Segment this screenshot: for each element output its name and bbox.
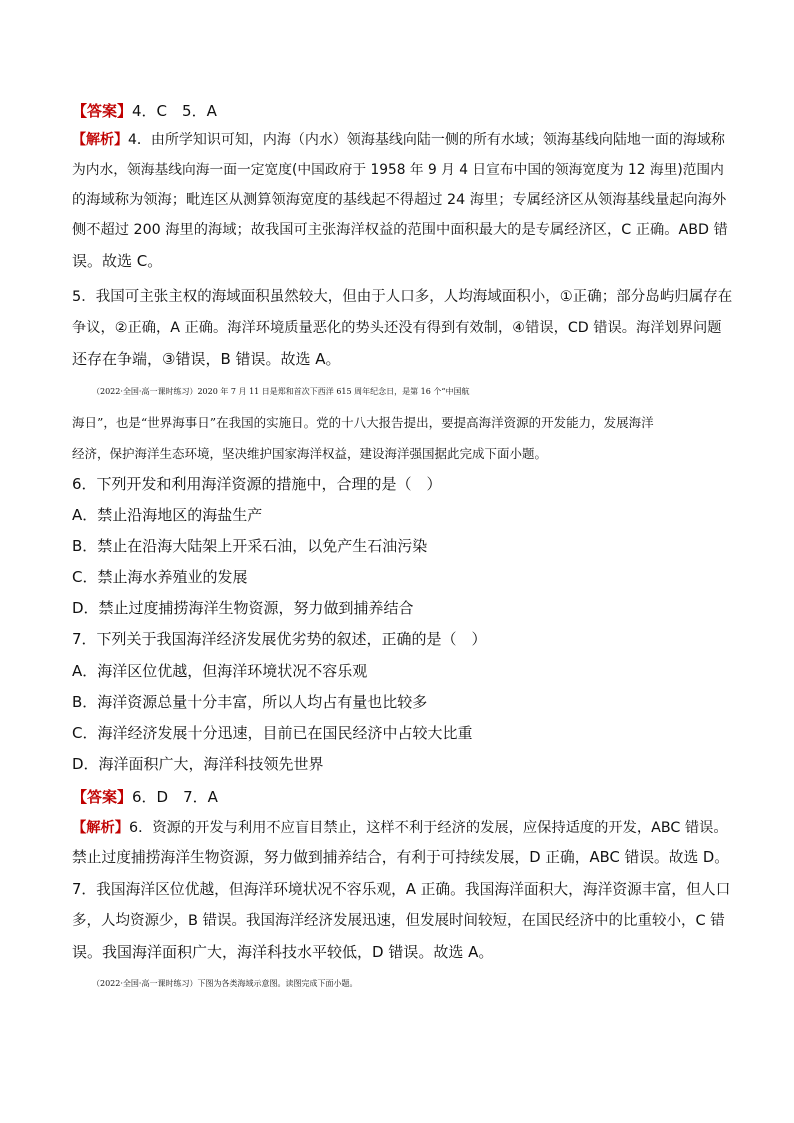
analysis-tag: 【解析】: [72, 132, 128, 148]
answer-text: 4．C 5．A: [132, 102, 217, 120]
option-d: D．禁止过度捕捞海洋生物资源，努力做到捕养结合: [72, 599, 414, 617]
analysis-line: 的海域称为领海；毗连区从测算领海宽度的基线起不得超过 24 海里；专属经济区从领海基线量起向海外: [72, 192, 727, 208]
option-a: A．海洋区位优越，但海洋环境状况不容乐观: [72, 662, 368, 680]
passage-line: （2022·全国·高一课时练习）下图为各类海域示意图。读图完成下面小题。: [92, 979, 358, 988]
analysis-line: [72, 817, 732, 839]
option-c: C．禁止海水养殖业的发展: [72, 568, 248, 586]
option-a: A．禁止沿海地区的海盐生产: [72, 506, 263, 524]
analysis-text: 4．由所学知识可知，内海（内水）领海基线向陆一侧的所有水域；领海基线向陆地一面的海域称: [128, 132, 725, 148]
answer-tag: 【答案】: [72, 788, 133, 806]
analysis-line: 误。我国海洋面积广大，海洋科技水平较低，D 错误。故选 A。: [72, 943, 494, 961]
analysis-text: 6．资源的开发与利用不应盲目禁止，这样不利于经济的发展，应保持适度的开发，ABC 错误。: [129, 820, 728, 836]
option-d: D．海洋面积广大，海洋科技领先世界: [72, 755, 324, 773]
passage-line: 海日”，也是“世界海事日”在我国的实施日。党的十八大报告提出，要提高海洋资源的开发能力，发展海洋: [72, 415, 654, 430]
answer-text: 6．D 7．A: [132, 788, 218, 806]
analysis-line: 侧不超过 200 海里的海域；故我国可主张海洋权益的范围中面积最大的是专属经济区，C 正确。ABD 错: [72, 222, 728, 238]
analysis-line: 还存在争端，③错误，B 错误。故选 A。: [72, 350, 341, 368]
question-stem: 6．下列开发和利用海洋资源的措施中，合理的是（ ）: [72, 475, 442, 493]
analysis-line: 7．我国海洋区位优越，但海洋环境状况不容乐观，A 正确。我国海洋面积大，海洋资源丰富，但人口: [72, 881, 731, 898]
option-b: B．海洋资源总量十分丰富，所以人均占有量也比较多: [72, 693, 428, 711]
answer-line-1: [72, 100, 732, 122]
passage-line: （2022·全国·高一课时练习）2020 年 7 月 11 日是郑和首次下西洋 615 周年纪念日，是第 16 个“中国航: [92, 387, 470, 396]
analysis-line: 争议，②正确，A 正确。海洋环境质量恶化的势头还没有得到有效制，④错误，CD 错误。海洋划界问题: [72, 320, 722, 336]
answer-tag: 【答案】: [72, 102, 133, 120]
analysis-line: [72, 129, 732, 151]
analysis-line: 多，人均资源少，B 错误。我国海洋经济发展迅速，但发展时间较短，在国民经济中的比重较小，C 错: [72, 913, 725, 929]
question-stem: 7．下列关于我国海洋经济发展优劣势的叙述，正确的是（ ）: [72, 630, 487, 648]
analysis-tag: 【解析】: [72, 820, 130, 836]
analysis-line: 5．我国可主张主权的海域面积虽然较大，但由于人口多，人均海域面积小，①正确；部分岛屿归属存在: [72, 289, 733, 305]
analysis-line: 禁止过度捕捞海洋生物资源，努力做到捕养结合，有利于可持续发展，D 正确，ABC 错误。故选 D。: [72, 849, 730, 866]
passage-line: 经济，保护海洋生态环境，坚决维护国家海洋权益，建设海洋强国据此完成下面小题。: [72, 446, 548, 461]
option-b: B．禁止在沿海大陆架上开采石油，以免产生石油污染: [72, 537, 428, 555]
option-c: C．海洋经济发展十分迅速，目前已在国民经济中占较大比重: [72, 724, 473, 742]
analysis-line: 误。故选 C。: [72, 252, 163, 270]
analysis-line: 为内水，领海基线向海一面一定宽度(中国政府于 1958 年 9 月 4 日宣布中国的领海宽度为 12 海里)范围内: [72, 162, 724, 178]
answer-line-2: [72, 786, 732, 808]
